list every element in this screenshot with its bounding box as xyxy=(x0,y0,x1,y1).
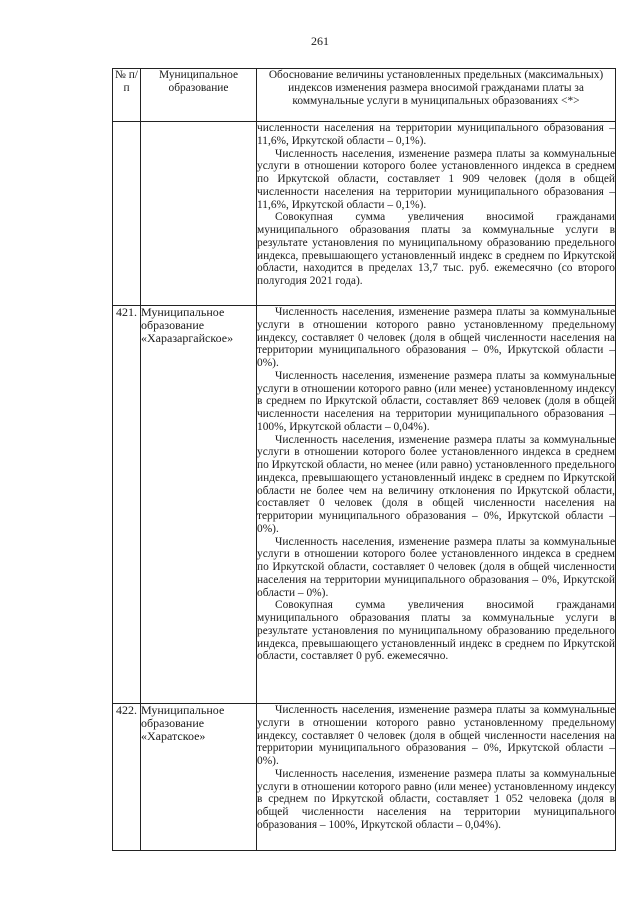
row-number: 421. xyxy=(113,306,141,704)
table-row xyxy=(113,306,616,704)
tariff-index-table xyxy=(112,68,616,851)
page-number: 261 xyxy=(311,34,329,48)
paragraph: Численность населения, изменение размера платы за коммунальные услуги в отношении которого более установленного индекса в среднем по Иркутской области, но менее (или равно) установленного предельного индекса, превышающего установленный индекс в среднем по Иркутской области не более чем на величину отклонения по Иркутской области, составляет 0 человек (доля в общей численности населения на территории муниципального образования – 0%, Иркутской области – 0%). xyxy=(257,433,616,535)
paragraph: Численность населения, изменение размера платы за коммунальные услуги в отношении которого более установленного индекса в среднем по Иркутской области, составляет 0 человек (доля в общей численности населения на территории муниципального образования – 0%, Иркутской области – 0%). xyxy=(257,535,615,599)
paragraph: Совокупная сумма увеличения вносимой гражданами муниципального образования платы за коммунальные услуги в результате установления по муниципальному образованию предельного индекса, превышающего установленный индекс в среднем по Иркутской области, находится в пределах 13,7 тыс. руб. ежемесячно (со второго полугодия 2021 года). xyxy=(257,211,615,287)
paragraph: Численность населения, изменение размера платы за коммунальные услуги в отношении которого равно (или менее) установленному индексу в среднем по Иркутской области, составляет 1 052 человека (доля в общей численности населения на территории муниципального образования – 100%, Иркутской области – 0,04%). xyxy=(257,767,615,831)
row-number: 422. xyxy=(113,704,141,851)
paragraph: Совокупная сумма увеличения вносимой гражданами муниципального образования платы за коммунальные услуги в результате установления по муниципальному образованию предельного индекса, превышающего установленный индекс в среднем по Иркутской области, составляет 0 руб. ежемесячно. xyxy=(257,599,615,663)
paragraph: численности населения на территории муниципального образования – 11,6%, Иркутской области – 0,1%). xyxy=(257,122,615,147)
row-justification xyxy=(257,704,616,851)
row-municipality: Муниципальное образование «Харатское» xyxy=(141,704,257,851)
table-header-row xyxy=(113,69,616,122)
header-municipality: Муниципальное образование xyxy=(141,69,257,122)
row-justification xyxy=(257,306,616,704)
table-row xyxy=(113,704,616,851)
row-justification xyxy=(257,122,616,306)
header-justification: Обоснование величины установленных предельных (максимальных) индексов изменения размера вносимой гражданами платы за коммунальные услуги в муниципальных образованиях <*> xyxy=(257,69,616,122)
paragraph: Численность населения, изменение размера платы за коммунальные услуги в отношении которого более установленного индекса в среднем по Иркутской области, составляет 1 909 человек (доля в общей численности населения на территории муниципального образования – 11,6%, Иркутской области – 0,1%). xyxy=(257,147,615,211)
paragraph: Численность населения, изменение размера платы за коммунальные услуги в отношении которого равно установленному предельному индексу, составляет 0 человек (доля в общей численности населения на территории муниципального образования – 0%, Иркутской области – 0%). xyxy=(257,704,615,767)
row-municipality xyxy=(141,122,257,306)
paragraph: Численность населения, изменение размера платы за коммунальные услуги в отношении которого равно установленному предельному индексу, составляет 0 человек (доля в общей численности населения на территории муниципального образования – 0%, Иркутской области – 0%). xyxy=(257,306,615,369)
paragraph: Численность населения, изменение размера платы за коммунальные услуги в отношении которого равно (или менее) установленному индексу в среднем по Иркутской области, составляет 869 человек (доля в общей численности населения на территории муниципального образования – 100%, Иркутской области – 0,04%). xyxy=(257,369,615,433)
header-number: № п/п xyxy=(113,69,141,122)
row-number xyxy=(113,122,141,306)
row-municipality: Муниципальное образование «Харазаргайское» xyxy=(141,306,257,704)
table-row xyxy=(113,122,616,306)
